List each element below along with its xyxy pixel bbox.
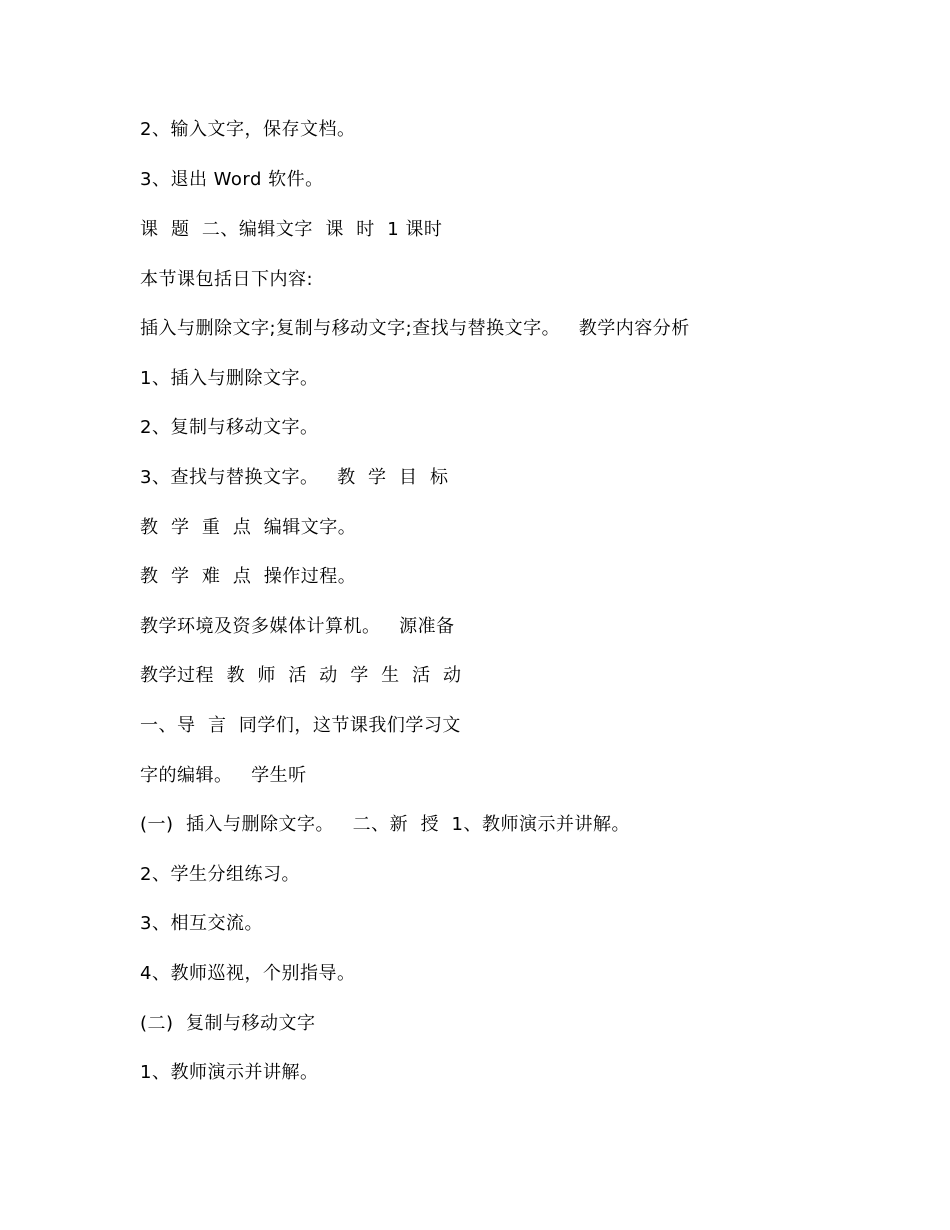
text-line: 3、查找与替换文字。 教 学 目 标 xyxy=(140,467,449,488)
text-line: 2、输入文字，保存文档。 xyxy=(140,119,356,140)
text-line: 1、插入与删除文字。 xyxy=(140,368,319,389)
text-line: 2、复制与移动文字。 xyxy=(140,417,319,438)
text-line: 插入与删除文字;复制与移动文字;查找与替换文字。 教学内容分析 xyxy=(140,318,690,339)
text-line: 一、导 言 同学们，这节课我们学习文 xyxy=(140,715,461,736)
text-line: 2、学生分组练习。 xyxy=(140,864,300,885)
text-line: 字的编辑。 学生听 xyxy=(140,765,307,786)
text-line: 教 学 重 点 编辑文字。 xyxy=(140,517,357,538)
text-line: 3、相互交流。 xyxy=(140,913,263,934)
text-line: (一) 插入与删除文字。 二、新 授 1、教师演示并讲解。 xyxy=(140,814,630,835)
text-line: 教学环境及资多媒体计算机。 源准备 xyxy=(140,616,455,637)
text-line: 本节课包括日下内容: xyxy=(140,269,314,290)
text-line: 教学过程 教 师 活 动 学 生 活 动 xyxy=(140,665,462,686)
text-line: 3、退出 Word 软件。 xyxy=(140,169,324,190)
text-line: 教 学 难 点 操作过程。 xyxy=(140,566,357,587)
text-line: (二) 复制与移动文字 xyxy=(140,1013,316,1034)
text-line: 1、教师演示并讲解。 xyxy=(140,1062,319,1083)
text-line: 4、教师巡视，个别指导。 xyxy=(140,963,356,984)
text-line: 课 题 二、编辑文字 课 时 1 课时 xyxy=(140,219,443,240)
